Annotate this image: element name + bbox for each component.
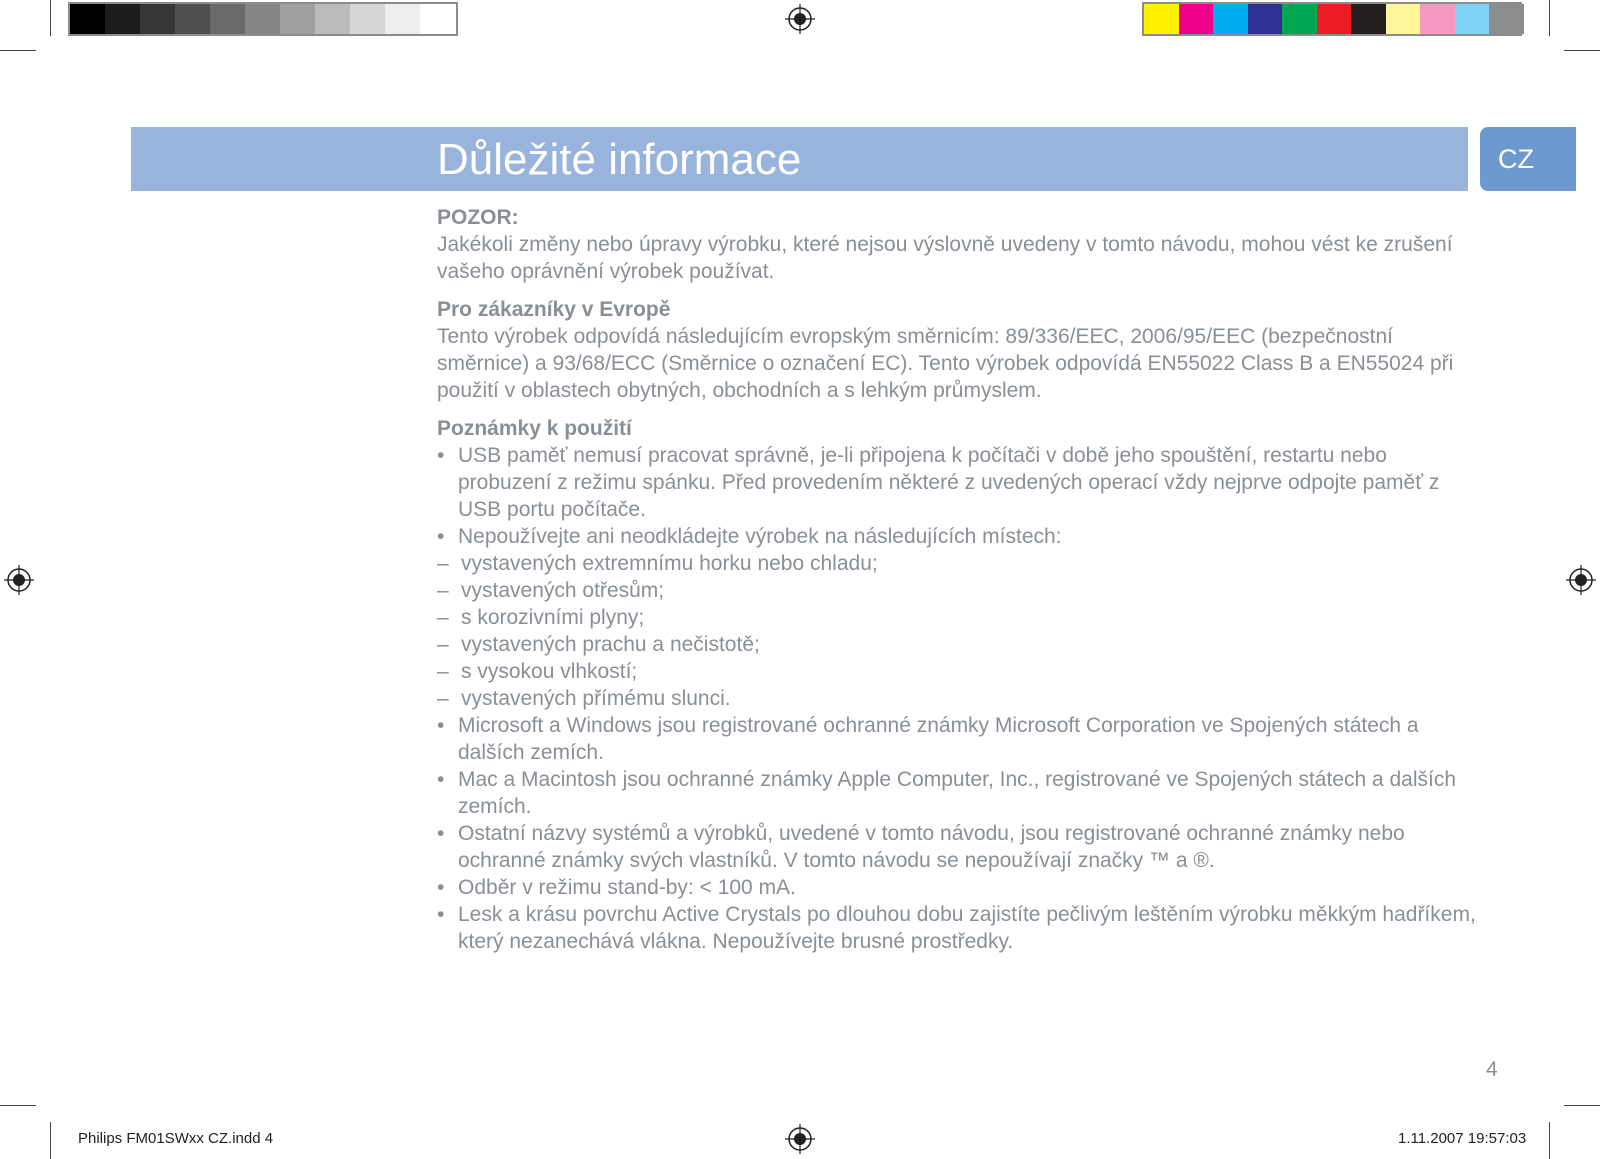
sub-list-item — [437, 658, 1477, 685]
color-swatch — [1317, 4, 1352, 34]
list-item-text: Microsoft a Windows jsou registrované ochranné známky Microsoft Corporation ve Spojených státech a dalších zemích. — [458, 714, 1419, 764]
list-item — [437, 766, 1477, 820]
gray-swatch — [245, 4, 280, 34]
dash-icon: – — [437, 579, 449, 602]
section-text: Jakékoli změny nebo úpravy výrobku, které nejsou výslovně uvedeny v tomto návodu, mohou vést ke zrušení vašeho oprávnění výrobek používat. — [437, 233, 1453, 283]
bullet-icon: • — [437, 768, 445, 791]
color-swatch-bar — [1142, 2, 1522, 36]
crop-mark — [50, 1122, 51, 1159]
bullet-icon: • — [437, 903, 445, 926]
section-text: Tento výrobek odpovídá následujícím evropským směrnicím: 89/336/EEC, 2006/95/EEC (bezpečnostní směrnice) a 93/68/ECC (Směrnice o označení EC). Tento výrobek odpovídá EN55022 Class B a EN55024 při použití v oblastech obytných, obchodních a s lehkým průmyslem. — [437, 325, 1454, 402]
list-item-text: Ostatní názvy systémů a výrobků, uvedené v tomto návodu, jsou registrované ochranné známky nebo ochranné známky svých vlastníků. V tomto návodu se nepoužívají značky ™ a ®. — [458, 822, 1405, 872]
page-title: Důležité informace — [437, 135, 802, 184]
color-swatch — [1455, 4, 1490, 34]
content — [437, 204, 1477, 955]
sub-list — [437, 550, 1477, 712]
list-item — [437, 820, 1477, 874]
grayscale-swatch-bar — [68, 2, 458, 36]
notes-list — [437, 442, 1477, 550]
sub-list-item — [437, 631, 1477, 658]
gray-swatch — [385, 4, 420, 34]
registration-mark-icon — [4, 565, 34, 595]
color-swatch — [1351, 4, 1386, 34]
bullet-icon: • — [437, 525, 445, 548]
gray-swatch — [210, 4, 245, 34]
bullet-icon: • — [437, 876, 445, 899]
list-item — [437, 442, 1477, 523]
crop-mark — [1564, 50, 1600, 51]
registration-mark-icon — [785, 4, 815, 34]
section-heading: Poznámky k použití — [437, 417, 632, 440]
list-item-text: Mac a Macintosh jsou ochranné známky Apple Computer, Inc., registrované ve Spojených státech a dalších zemích. — [458, 768, 1457, 818]
dash-icon: – — [437, 606, 449, 629]
footer-timestamp: 1.11.2007 19:57:03 — [1398, 1130, 1527, 1147]
sub-item-text: s korozivními plyny; — [461, 606, 645, 629]
sub-list-item — [437, 685, 1477, 712]
dash-icon: – — [437, 633, 449, 656]
crop-mark — [0, 50, 36, 51]
bullet-icon: • — [437, 822, 445, 845]
list-item-text: Lesk a krásu povrchu Active Crystals po dlouhou dobu zajistíte pečlivým leštěním výrobku měkkým hadříkem, který nezanechává vlákna. Nepoužívejte brusné prostředky. — [458, 903, 1476, 953]
registration-mark-icon — [1566, 565, 1596, 595]
color-swatch — [1489, 4, 1524, 34]
gray-swatch — [140, 4, 175, 34]
dash-icon: – — [437, 552, 449, 575]
crop-mark — [1564, 1105, 1600, 1106]
color-swatch — [1282, 4, 1317, 34]
section-europe — [437, 296, 1477, 404]
registration-mark-icon — [785, 1124, 815, 1154]
crop-mark — [1549, 0, 1550, 36]
color-swatch — [1420, 4, 1455, 34]
section-notes — [437, 415, 1477, 955]
list-item — [437, 874, 1477, 901]
sub-item-text: vystavených otřesům; — [461, 579, 665, 602]
color-swatch — [1248, 4, 1283, 34]
gray-swatch — [175, 4, 210, 34]
crop-mark — [1549, 1122, 1550, 1159]
gray-swatch — [280, 4, 315, 34]
language-tab: CZ — [1480, 127, 1576, 191]
list-item-text: USB paměť nemusí pracovat správně, je-li připojena k počítači v době jeho spouštění, restartu nebo probuzení z režimu spánku. Před provedením některé z uvedených operací vždy nejprve odpojte paměť z USB portu počítače. — [458, 444, 1440, 521]
notes-list-continued — [437, 712, 1477, 955]
gray-swatch — [350, 4, 385, 34]
color-swatch — [1179, 4, 1214, 34]
sub-list-item — [437, 577, 1477, 604]
list-item — [437, 523, 1477, 550]
gray-swatch — [420, 4, 455, 34]
list-item — [437, 901, 1477, 955]
section-heading: POZOR: — [437, 206, 519, 229]
sub-item-text: vystavených přímému slunci. — [461, 687, 731, 710]
page-number: 4 — [1486, 1058, 1498, 1081]
crop-mark — [0, 1105, 36, 1106]
footer-file-name: Philips FM01SWxx CZ.indd 4 — [78, 1130, 274, 1147]
sub-list-item — [437, 550, 1477, 577]
list-item-text: Nepoužívejte ani neodkládejte výrobek na následujících místech: — [458, 525, 1062, 548]
section-heading: Pro zákazníky v Evropě — [437, 298, 671, 321]
bullet-icon: • — [437, 444, 445, 467]
sub-item-text: s vysokou vlhkostí; — [461, 660, 638, 683]
color-swatch — [1144, 4, 1179, 34]
gray-swatch — [105, 4, 140, 34]
list-item — [437, 712, 1477, 766]
color-swatch — [1213, 4, 1248, 34]
dash-icon: – — [437, 660, 449, 683]
gray-swatch — [70, 4, 105, 34]
sub-list-item — [437, 604, 1477, 631]
section-warning — [437, 204, 1477, 285]
gray-swatch — [315, 4, 350, 34]
dash-icon: – — [437, 687, 449, 710]
sub-item-text: vystavených extremnímu horku nebo chladu; — [461, 552, 878, 575]
crop-mark — [50, 0, 51, 36]
bullet-icon: • — [437, 714, 445, 737]
list-item-text: Odběr v režimu stand-by: < 100 mA. — [458, 876, 796, 899]
sub-item-text: vystavených prachu a nečistotě; — [461, 633, 760, 656]
color-swatch — [1386, 4, 1421, 34]
